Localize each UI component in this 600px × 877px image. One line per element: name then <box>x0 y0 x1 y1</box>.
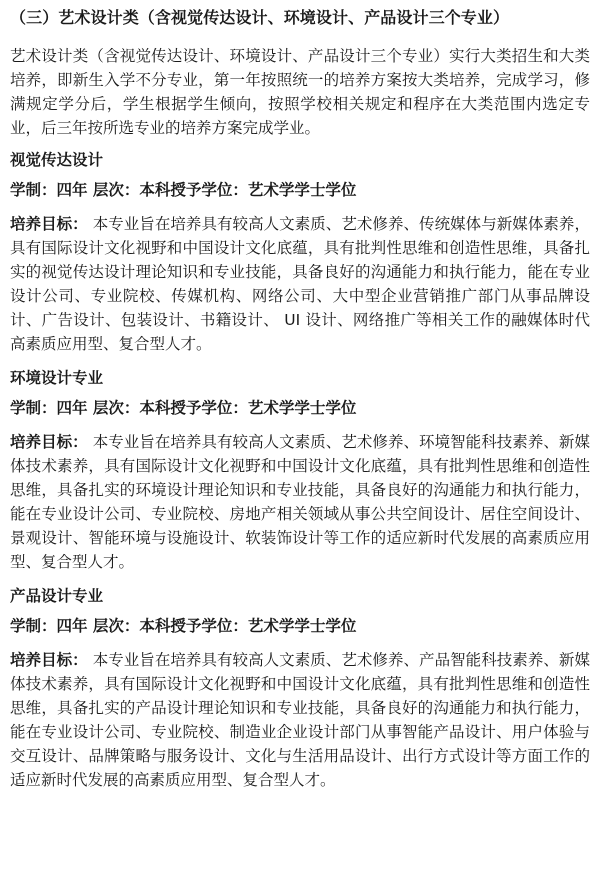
goal-label: 培养目标： <box>10 651 88 669</box>
major-heading-product-design: 产品设计专业 <box>10 587 104 605</box>
goal-text: 本专业旨在培养具有较高人文素质、艺术修养、产品智能科技素养、新媒体技术素养，具有国际设计文化视野和中国设计文化底蕴，具有批判性思维和创造性思维，具备扎实的产品设计理论知识和专业技能，具备良好的沟通能力和执行能力，能在专业设计公司、专业院校、制造业企业设计部门从事智能产品设计、用户体验与交互设计、品牌策略与服务设计、文化与生活用品设计、出行方式设计等方面工作的适应新时代发展的高素质应用型、复合型人才。 <box>10 651 590 789</box>
major-meta-environment-design: 学制：四年 层次：本科授予学位：艺术学学士学位 <box>10 399 357 417</box>
major-heading-visual-communication: 视觉传达设计 <box>10 151 104 169</box>
goal-text: 本专业旨在培养具有较高人文素质、艺术修养、环境智能科技素养、新媒体技术素养，具有国际设计文化视野和中国设计文化底蕴，具有批判性思维和创造性思维，具备扎实的环境设计理论知识和专业技能，具备良好的沟通能力和执行能力，能在专业设计公司、专业院校、房地产相关领域从事公共空间设计、居住空间设计、景观设计、智能环境与设施设计、软装饰设计等工作的适应新时代发展的高素质应用型、复合型人才。 <box>10 433 590 571</box>
major-goal-product-design <box>10 648 590 792</box>
major-goal-visual-communication <box>10 212 590 356</box>
goal-text: 本专业旨在培养具有较高人文素质、艺术修养、传统媒体与新媒体素养，具有国际设计文化视野和中国设计文化底蕴，具有批判性思维和创造性思维，具备扎实的视觉传达设计理论知识和专业技能，具备良好的沟通能力和执行能力，能在专业设计公司、专业院校、传媒机构、网络公司、大中型企业营销推广部门从事品牌设计、广告设计、包装设计、书籍设计、 UI 设计、网络推广等相关工作的融媒体时代高素质应用型、复合型人才。 <box>10 215 590 353</box>
major-goal-environment-design <box>10 430 590 574</box>
intro-paragraph: 艺术设计类（含视觉传达设计、环境设计、产品设计三个专业）实行大类招生和大类培养，即新生入学不分专业，第一年按照统一的培养方案按大类培养，完成学习，修满规定学分后，学生根据学生倾向，按照学校相关规定和程序在大类范围内选定专业，后三年按所选专业的培养方案完成学业。 <box>10 47 590 137</box>
goal-label: 培养目标： <box>10 433 88 451</box>
major-meta-visual-communication: 学制：四年 层次：本科授予学位：艺术学学士学位 <box>10 181 357 199</box>
major-heading-environment-design: 环境设计专业 <box>10 369 104 387</box>
goal-label: 培养目标： <box>10 215 88 233</box>
section-title: （三）艺术设计类（含视觉传达设计、环境设计、产品设计三个专业） <box>10 8 510 27</box>
major-meta-product-design: 学制：四年 层次：本科授予学位：艺术学学士学位 <box>10 617 357 635</box>
